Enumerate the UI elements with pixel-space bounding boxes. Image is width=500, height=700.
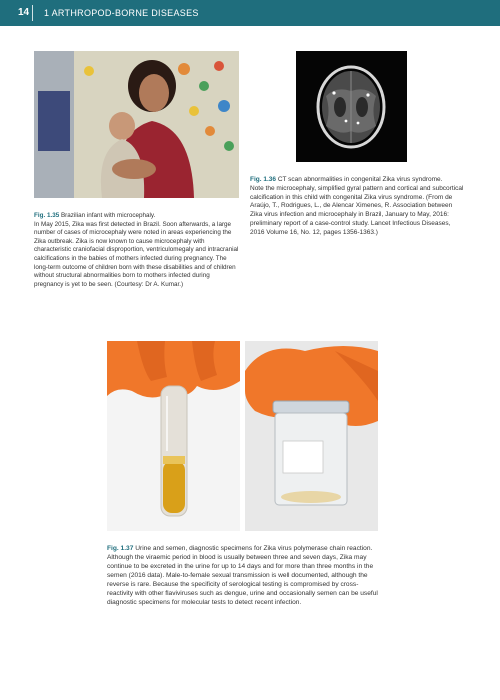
page-number: 14 bbox=[18, 7, 30, 18]
fig-1-36-title: CT scan abnormalities in congenital Zika virus syndrome. bbox=[277, 176, 443, 183]
fig-1-35-title: Brazilian infant with microcephaly. bbox=[60, 212, 156, 219]
semen-specimen-illustration bbox=[245, 341, 378, 531]
header-divider bbox=[32, 5, 33, 21]
running-header bbox=[0, 0, 500, 26]
infant-photo-illustration bbox=[34, 51, 239, 198]
fig-1-37-caption bbox=[107, 544, 379, 607]
ct-scan-illustration bbox=[296, 51, 407, 162]
urine-specimen-photo bbox=[107, 341, 240, 531]
urine-specimen-illustration bbox=[107, 341, 240, 531]
fig-1-36-body: Note the microcephaly, simplified gyral pattern and cortical and subcortical calcification in this child with congenital Zika virus syndrome. (From de Araújo, T., Rodrigues, L., de Alencar Ximenes, R. Association between Zika virus infection and microcephaly in Brazil, January to May, 2016: preliminary report of a case-control study. Lancet Infectious Diseases, 2016 Volume 16, No. 12, pages 1356-1363.) bbox=[250, 184, 464, 236]
fig-1-35-label: Fig. 1.35 bbox=[34, 212, 60, 219]
fig-1-37-title: Urine and semen, diagnostic specimens for Zika virus polymerase chain reaction. bbox=[135, 545, 373, 552]
infant-photo bbox=[34, 51, 239, 198]
fig-1-36-label: Fig. 1.36 bbox=[250, 176, 277, 183]
fig-1-37-body: Although the viraemic period in blood is usually between three and seven days, Zika may continue to be excreted in the urine for up to 14 days and for more than three months in the semen (2016 data). Male-to-female sexual transmission is well documented, although the reverse is rare. Because the specificity of serological testing is compromised by cross-reactivity with other flaviviruses such as dengue, urine and occasionally semen can be useful diagnostic specimens for molecular tests to detect recent infection. bbox=[107, 554, 378, 606]
ct-scan-image bbox=[296, 51, 407, 162]
fig-1-35-body: In May 2015, Zika was first detected in Brazil. Soon afterwards, a large number of cases of microcephaly were noted in areas experiencing the Zika outbreak. Zika is now known to cause microcephaly with characteristic craniofacial disproportion, ventriculomegaly and intracranial calcifications in the babies of mothers infected during pregnancy. The long-term outcome of children born with these disabilities and of children without structural abnormalities born to mothers infected during pregnancy is yet to be seen. (Courtesy: Dr A. Kumar.) bbox=[34, 220, 239, 288]
fig-1-35-caption bbox=[34, 212, 239, 289]
fig-1-37-label: Fig. 1.37 bbox=[107, 545, 134, 552]
fig-1-36-caption bbox=[250, 176, 465, 238]
semen-specimen-photo bbox=[245, 341, 378, 531]
chapter-title: 1 ARTHROPOD-BORNE DISEASES bbox=[44, 8, 199, 18]
